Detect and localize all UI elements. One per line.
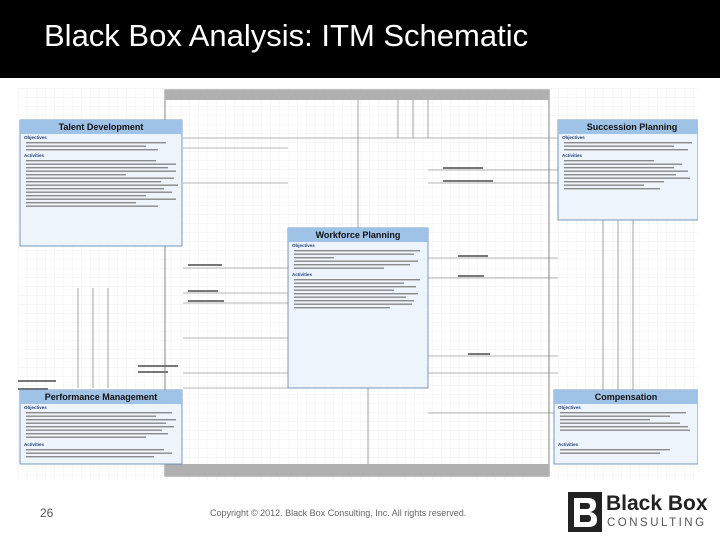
performance-management-title: Performance Management [44, 392, 158, 402]
talent-development-activities-label: Activities [24, 153, 45, 158]
workforce-planning-activities-label: Activities [292, 272, 313, 277]
itm-schematic-diagram [18, 88, 698, 480]
talent-development-objectives-label: Objectives [24, 135, 47, 140]
compensation-box [554, 390, 698, 464]
workforce-planning-box [288, 228, 428, 388]
talent-development-box [20, 120, 182, 246]
copyright-notice: Copyright © 2012. Black Box Consulting, Inc. All rights reserved. [210, 508, 467, 518]
performance-management-objectives-label: Objectives [24, 405, 47, 410]
compensation-objectives-label: Objectives [558, 405, 581, 410]
logo-name: Black Box [606, 492, 708, 515]
performance-management-box [20, 390, 182, 464]
succession-planning-title: Succession Planning [586, 122, 678, 132]
logo-tagline: CONSULTING [607, 517, 707, 529]
slide-title: Black Box Analysis: ITM Schematic [44, 18, 529, 53]
title-bar [0, 0, 720, 78]
compensation-title: Compensation [594, 392, 658, 402]
page-number: 26 [40, 506, 54, 520]
workforce-planning-title: Workforce Planning [315, 230, 401, 240]
black-box-logo [568, 490, 708, 536]
succession-planning-box [558, 120, 698, 220]
succession-planning-activities-label: Activities [562, 153, 583, 158]
workforce-planning-objectives-label: Objectives [292, 243, 315, 248]
performance-management-activities-label: Activities [24, 442, 45, 447]
black-box-logo-icon [568, 492, 602, 532]
talent-development-title: Talent Development [58, 122, 144, 132]
diagram-frame-top [165, 90, 549, 100]
compensation-activities-label: Activities [558, 442, 579, 447]
diagram-frame-bottom [165, 464, 549, 476]
succession-planning-objectives-label: Objectives [562, 135, 585, 140]
